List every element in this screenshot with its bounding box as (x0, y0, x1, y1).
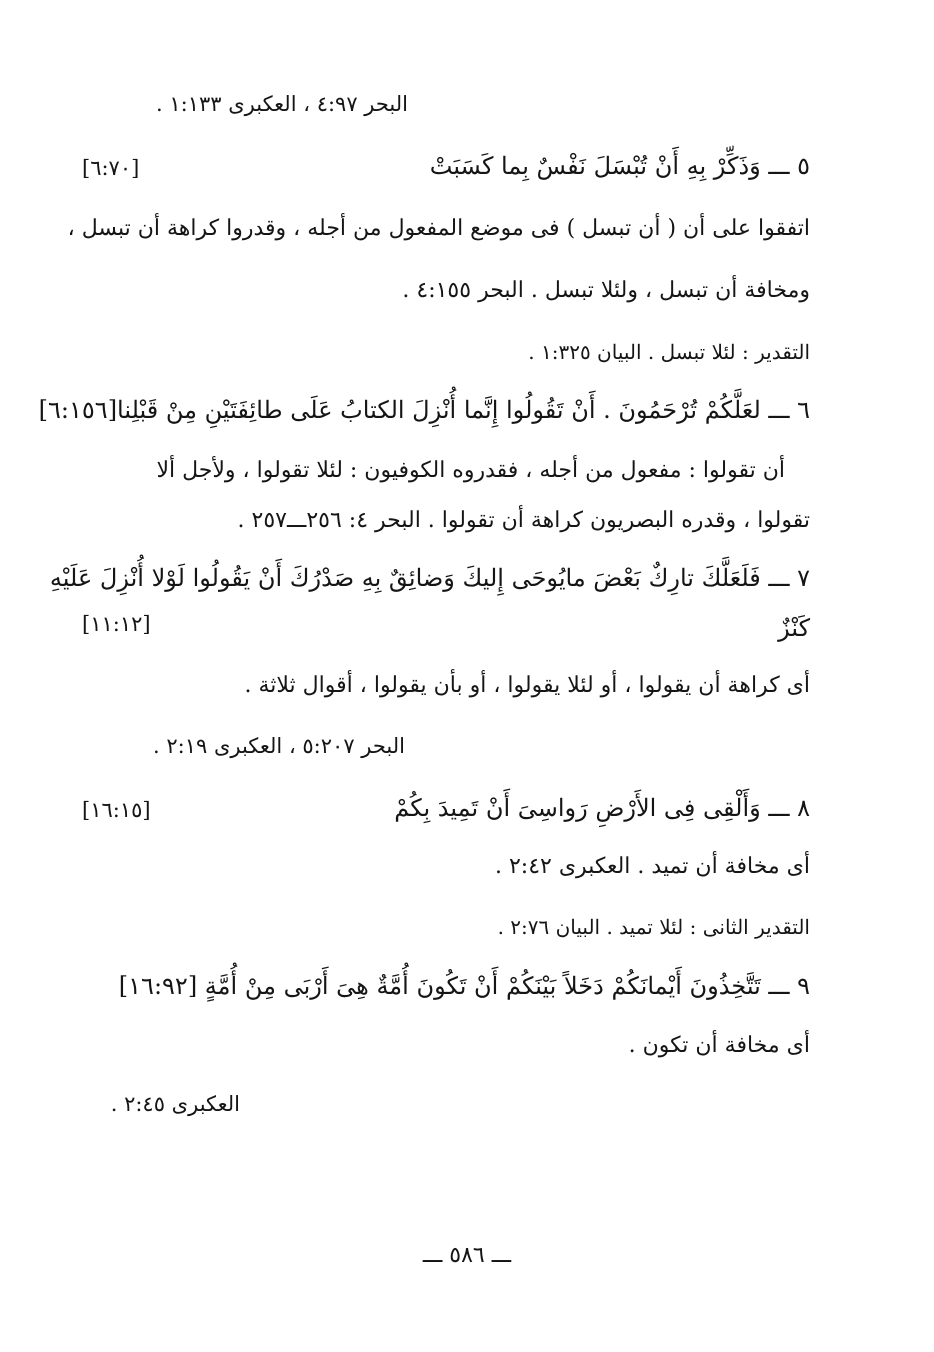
body-line: أن تقولوا : مفعول من أجله ، فقدروه الكوفيون : لئلا تقولوا ، ولأجل ألا (156, 458, 785, 483)
body-line: التقدير : لئلا تبسل . البيان ١:٣٢٥ . (528, 340, 810, 364)
body-line: تقولوا ، وقدره البصريون كراهة أن تقولوا . البحر ٤: ٢٥٦ـــ٢٥٧ . (237, 508, 810, 533)
verse-8-reference: [١٦:١٥] (82, 798, 151, 822)
verse-5-reference: [٦:٧٠] (82, 156, 140, 180)
verse-5-line: ٥ ـــ وَذَكِّرْ بِهِ أَنْ تُبْسَلَ نَفْسٌ بِما كَسَبَتْ (429, 152, 810, 180)
citation-line: البحر ٥:٢٠٧ ، العكبرى ٢:١٩ . (152, 734, 405, 758)
body-line: ومخافة أن تبسل ، ولئلا تبسل . البحر ٤:١٥٥ . (402, 278, 810, 303)
verse-7-continuation: كَنْزٌ (778, 614, 810, 642)
body-line: أى كراهة أن يقولوا ، أو لئلا يقولوا ، أو بأن يقولوا ، أقوال ثلاثة . (244, 673, 810, 698)
body-line: أى مخافة أن تميد . العكبرى ٢:٤٢ . (494, 854, 810, 879)
citation-line: العكبرى ٢:٤٥ . (110, 1092, 240, 1116)
verse-7-reference: [١١:١٢] (82, 612, 151, 636)
citation-line: البحر ٤:٩٧ ، العكبرى ١:١٣٣ . (155, 92, 408, 116)
verse-7-line: ٧ ـــ فَلَعَلَّكَ تارِكٌ بَعْضَ مايُوحَى إِليكَ وَضائِقٌ بِهِ صَدْرُكَ أَنْ يَقُولُوا لَوْلا أُنْزِلَ عَلَيْهِ (49, 564, 810, 592)
verse-8-line: ٨ ـــ وَأَلْقِى فِى الأَرْضِ رَواسِىَ أَنْ تَمِيدَ بِكُمْ (394, 794, 810, 822)
body-line: اتفقوا على أن ( أن تبسل ) فى موضع المفعول من أجله ، وقدروا كراهة أن تبسل ، (67, 216, 810, 241)
verse-9-line: ٩ ـــ تَتَّخِذُونَ أَيْمانَكُمْ دَخَلاً بَيْنَكُمْ أَنْ تَكُونَ أُمَّةٌ هِىَ أَرْبَى مِنْ أُمَّةٍ [١٦:٩٢] (118, 972, 810, 1000)
body-line: التقدير الثانى : لئلا تميد . البيان ٢:٧٦ . (497, 915, 810, 939)
body-line: أى مخافة أن تكون . (628, 1033, 810, 1058)
verse-6-line: ٦ ـــ لعَلَّكُمْ تُرْحَمُونَ . أَنْ تَقُولُوا إِنَّما أُنْزِلَ الكتابُ عَلَى طائِفَتَيْنِ مِنْ قَبْلِنا[٦:١٥٦] (38, 396, 810, 424)
page-number: ـــ ٥٨٦ ـــ (422, 1243, 512, 1268)
